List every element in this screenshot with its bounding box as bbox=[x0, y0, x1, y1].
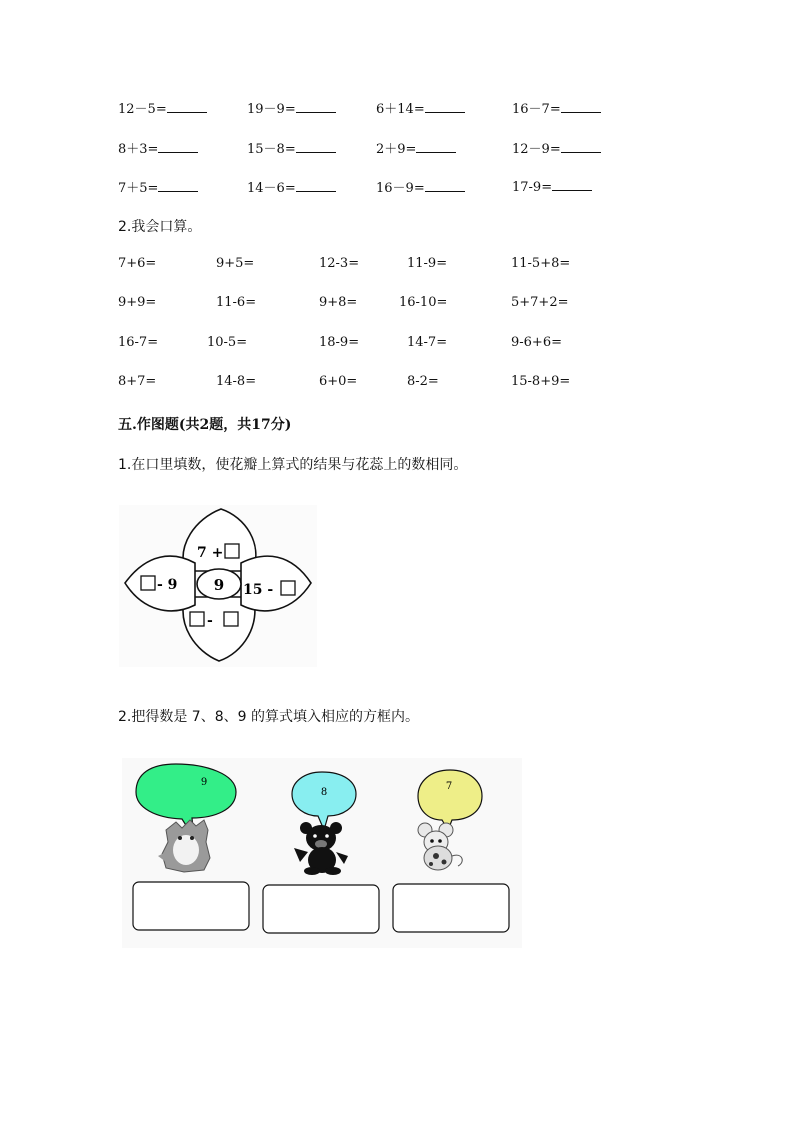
answer-box[interactable] bbox=[141, 576, 155, 590]
answer-blank[interactable] bbox=[158, 139, 198, 153]
answer-blank[interactable] bbox=[296, 99, 336, 113]
animals-figure bbox=[122, 758, 522, 948]
equation-cell: 9+9= bbox=[118, 295, 157, 310]
equation-cell: 11-5+8= bbox=[511, 256, 571, 271]
bubble-number: 9 bbox=[200, 777, 208, 788]
flower-center-number: 9 bbox=[213, 576, 225, 594]
answer-box[interactable] bbox=[224, 612, 238, 626]
exercise1-row bbox=[0, 177, 794, 197]
equation-cell: 2＋9= bbox=[376, 138, 456, 157]
answer-blank[interactable] bbox=[296, 178, 336, 192]
answer-blank[interactable] bbox=[552, 177, 592, 191]
equation-cell: 19－9= bbox=[247, 98, 336, 117]
equation-cell: 10-5= bbox=[207, 335, 248, 350]
equation-cell: 18-9= bbox=[319, 335, 360, 350]
exercise2-row bbox=[0, 374, 794, 394]
equation-cell: 12-3= bbox=[319, 256, 360, 271]
equation-cell: 14－6= bbox=[247, 177, 336, 196]
answer-box[interactable] bbox=[190, 612, 204, 626]
equation-cell: 9+8= bbox=[319, 295, 358, 310]
exercise1-row bbox=[0, 98, 794, 118]
exercise2-row bbox=[0, 295, 794, 315]
bubble-number: 8 bbox=[320, 787, 328, 798]
equation-cell: 8-2= bbox=[407, 374, 439, 389]
flower-figure bbox=[119, 505, 317, 667]
answer-blank[interactable] bbox=[561, 139, 601, 153]
equation-cell: 12－5= bbox=[118, 98, 207, 117]
equation-cell: 5+7+2= bbox=[511, 295, 569, 310]
flower-bottom-equation: - bbox=[207, 613, 213, 629]
exercise2-row bbox=[0, 335, 794, 355]
equation-cell: 11-9= bbox=[407, 256, 448, 271]
answer-blank[interactable] bbox=[425, 178, 465, 192]
equation-cell: 15－8= bbox=[247, 138, 336, 157]
bubble-number: 7 bbox=[445, 781, 453, 792]
question2-text: 2.把得数是 7、8、9 的算式填入相应的方框内。 bbox=[118, 709, 419, 725]
section5-title: 五.作图题(共2题，共17分) bbox=[118, 417, 292, 433]
equation-cell: 16-10= bbox=[399, 295, 448, 310]
answer-box[interactable] bbox=[393, 884, 509, 932]
exercise2-title: 2.我会口算。 bbox=[118, 219, 202, 235]
equation-cell: 9+5= bbox=[216, 256, 255, 271]
exercise1-row bbox=[0, 138, 794, 158]
equation-cell: 14-8= bbox=[216, 374, 257, 389]
equation-cell: 6＋14= bbox=[376, 98, 465, 117]
answer-blank[interactable] bbox=[425, 99, 465, 113]
equation-cell: 16－7= bbox=[512, 98, 601, 117]
equation-cell: 17-9= bbox=[512, 177, 592, 195]
equation-cell: 16－9= bbox=[376, 177, 465, 196]
equation-cell: 6+0= bbox=[319, 374, 358, 389]
answer-box[interactable] bbox=[281, 581, 295, 595]
flower-left-equation: - 9 bbox=[157, 577, 178, 593]
equation-cell: 16-7= bbox=[118, 335, 159, 350]
answer-blank[interactable] bbox=[561, 99, 601, 113]
answer-box[interactable] bbox=[133, 882, 249, 930]
equation-cell: 15-8+9= bbox=[511, 374, 571, 389]
answer-blank[interactable] bbox=[416, 139, 456, 153]
equation-cell: 12－9= bbox=[512, 138, 601, 157]
equation-cell: 8＋3= bbox=[118, 138, 198, 157]
answer-box[interactable] bbox=[225, 544, 239, 558]
equation-cell: 7+6= bbox=[118, 256, 157, 271]
equation-cell: 14-7= bbox=[407, 335, 448, 350]
flower-top-equation: 7 + bbox=[197, 545, 224, 561]
flower-right-equation: 15 - bbox=[243, 582, 274, 598]
equation-cell: 9-6+6= bbox=[511, 335, 562, 350]
answer-blank[interactable] bbox=[158, 178, 198, 192]
exercise2-row bbox=[0, 256, 794, 276]
answer-blank[interactable] bbox=[296, 139, 336, 153]
equation-cell: 7＋5= bbox=[118, 177, 198, 196]
equation-cell: 11-6= bbox=[216, 295, 257, 310]
equation-cell: 8+7= bbox=[118, 374, 157, 389]
question1-text: 1.在口里填数，使花瓣上算式的结果与花蕊上的数相同。 bbox=[118, 457, 468, 473]
answer-box[interactable] bbox=[263, 885, 379, 933]
answer-blank[interactable] bbox=[167, 99, 207, 113]
